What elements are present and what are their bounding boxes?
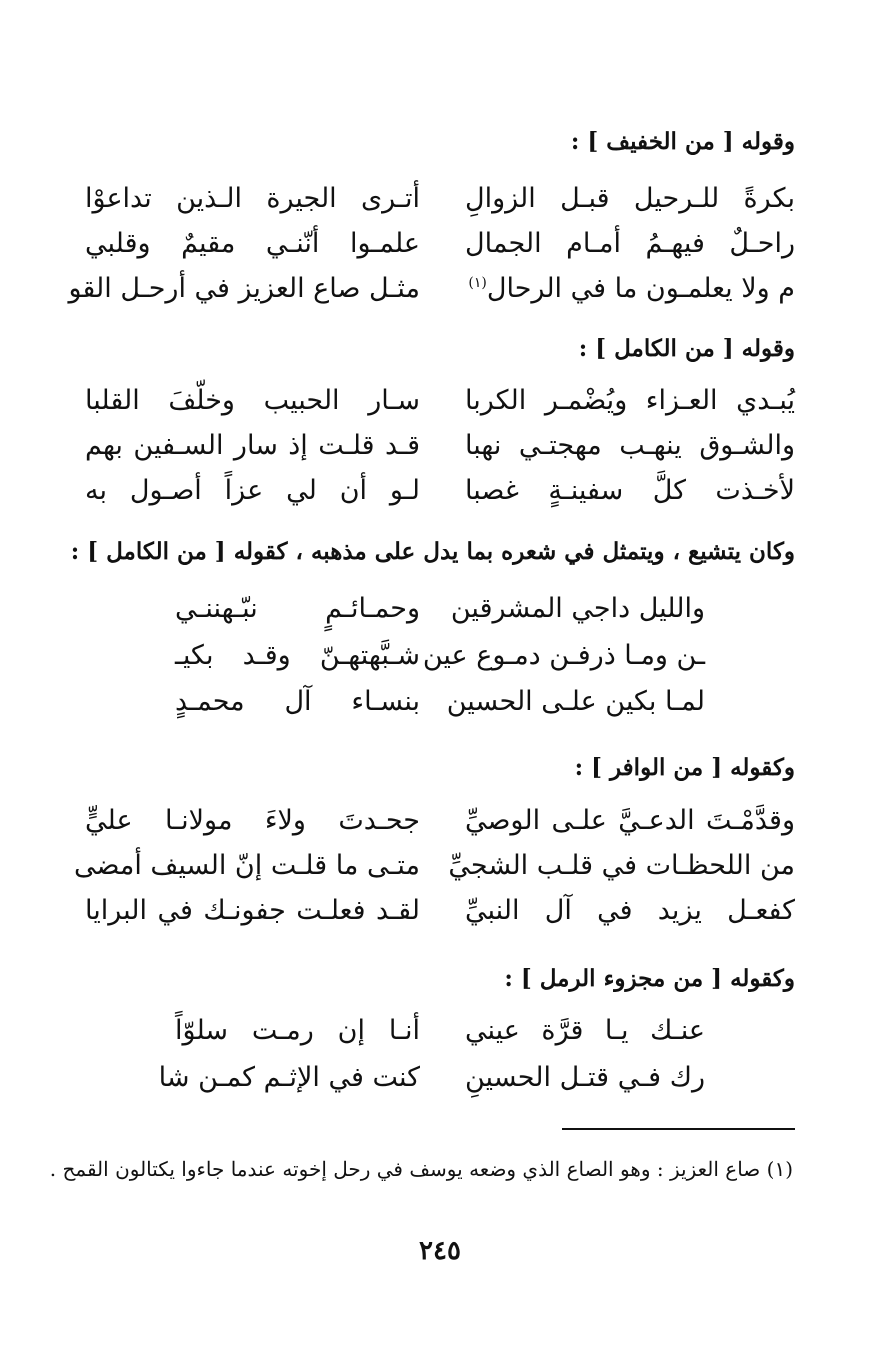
verse-first-hemistich: شـبَّهتهـنّ وقـد بكيـ [175, 640, 420, 671]
verse-first-hemistich: أنـا إن رمـت سلوّاً [175, 1015, 420, 1046]
verse-text: م ولا يعلمـون ما في الرحال [486, 273, 795, 304]
footnote-divider [562, 1128, 795, 1130]
verse-first-hemistich: مثـل صاع العزيز في أرحـل القو [68, 273, 420, 304]
section-intro: وكقوله [ من مجزوء الرمل ] : [504, 965, 795, 992]
section-intro: وقوله [ من الكامل ] : [578, 335, 795, 362]
verse-second-hemistich: ـن ومـا ذرفـن دمـوع عين [422, 640, 705, 671]
verse-first-hemistich: وحمـائـمٍ نبّـهننـي [175, 593, 420, 624]
verse-second-hemistich: بكرةً للـرحيل قبـل الزوالِ [465, 183, 795, 214]
verse-first-hemistich: سـار الحبيب وخلّفَ القلبا [85, 385, 420, 416]
verse-second-hemistich: راحـلٌ فيهـمُ أمـام الجمال [465, 228, 795, 259]
verse-second-hemistich: كفعـل يزيد في آل النبيِّ [465, 895, 795, 926]
section-intro: وكقوله [ من الوافر ] : [574, 754, 795, 781]
verse-second-hemistich: وقدَّمْـتَ الدعـيَّ علـى الوصيِّ [465, 805, 795, 836]
verse-first-hemistich: لقـد فعلـت جفونـك في البرايا [85, 895, 420, 926]
verse-second-hemistich: من اللحظـات في قلـب الشجيِّ [448, 850, 795, 881]
verse-second-hemistich: رك فـي قتـل الحسينِ [465, 1062, 705, 1093]
verse-first-hemistich: متـى ما قلـت إنّ السيف أمضى [73, 850, 420, 881]
footnote: (١) صاع العزيز : وهو الصاع الذي وضعه يوسف في رحل إخوته عندما جاءوا يكتالون القمح . [49, 1157, 793, 1181]
verse-first-hemistich: كنت في الإثـم كمـن شا [158, 1062, 420, 1093]
verse-first-hemistich: بنسـاء آل محمـدٍ [175, 686, 420, 717]
verse-first-hemistich: أتـرى الجيرة الـذين تداعوْا [85, 183, 420, 214]
footnote-marker: (١) [468, 275, 487, 291]
section-intro: وكان يتشيع ، ويتمثل في شعره بما يدل على مذهبه ، كقوله [ من الكامل ] : [70, 538, 795, 565]
verse-second-hemistich: والليل داجي المشرقين [450, 593, 705, 624]
verse-first-hemistich: علمـوا أنّنـي مقيمٌ وقلبي [85, 228, 420, 259]
verse-second-hemistich [465, 273, 795, 304]
verse-first-hemistich: لـو أن لي عزاً أصـول به [85, 475, 420, 506]
verse-second-hemistich: لمـا بكين علـى الحسين [446, 686, 705, 717]
verse-second-hemistich: عنـك يـا قرَّة عيني [465, 1015, 705, 1046]
verse-second-hemistich: لأخـذت كلَّ سفينـةٍ غصبا [465, 475, 795, 506]
page-number: ٢٤٥ [419, 1236, 461, 1266]
verse-second-hemistich: يُبـدي العـزاء ويُضْمـر الكربا [465, 385, 795, 416]
section-intro: وقوله [ من الخفيف ] : [570, 128, 795, 155]
verse-first-hemistich: جحـدتَ ولاءَ مولانـا عليٍّ [85, 805, 420, 836]
verse-first-hemistich: قـد قلـت إذ سار السـفين بهم [85, 430, 420, 461]
verse-second-hemistich: والشـوق ينهـب مهجتـي نهبا [465, 430, 795, 461]
